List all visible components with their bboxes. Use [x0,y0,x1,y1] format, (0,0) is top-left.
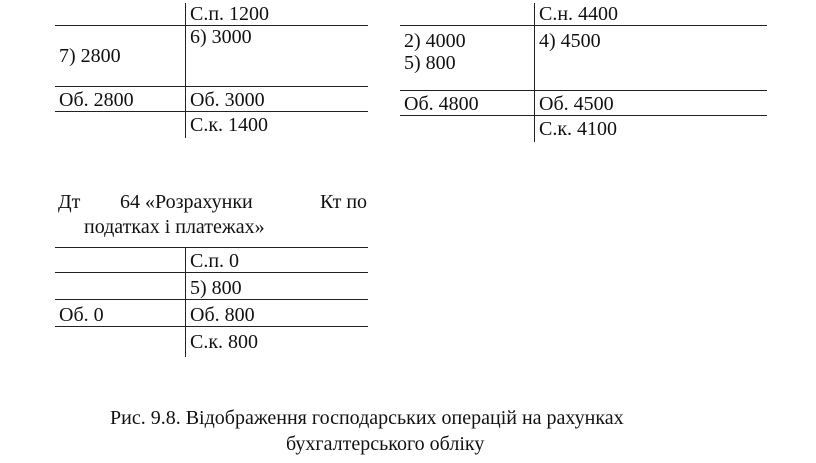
debit-cell [400,116,535,143]
account-row [55,273,368,300]
account-header-line1 [58,190,388,215]
account-row [55,112,368,139]
caption-line2: бухгалтерського обліку [286,433,485,455]
debit-turnover: Об. 2800 [55,87,186,112]
account-row [400,3,767,26]
figure-caption [110,405,790,457]
account-name-continued: податках і платежах» [84,216,265,238]
credit-cell [535,26,768,91]
closing-balance: С.к. 800 [186,327,369,358]
opening-balance: С.п. 0 [186,248,369,273]
credit-cell: С.п. 1200 [186,3,369,26]
t-account-right [400,3,767,142]
debit-entry: 7) 2800 [59,45,121,67]
debit-cell [55,3,186,26]
account-row [55,300,368,327]
debit-cell [400,3,535,26]
account-row [55,3,368,26]
account-row [55,26,368,87]
debit-cell [55,273,186,300]
credit-turnover: Об. 4500 [535,91,768,116]
credit-turnover: Об. 3000 [186,87,369,112]
credit-label: Кт по [320,191,368,213]
closing-balance: С.к. 4100 [535,116,768,143]
debit-cell [55,248,186,273]
debit-turnover: Об. 0 [55,300,186,327]
account-row [400,91,767,116]
caption-line1: Рис. 9.8. Відображення господарських операцій на рахунках [110,407,624,429]
closing-balance: С.к. 1400 [186,112,369,139]
account-name: 64 «Розрахунки [120,191,253,213]
credit-entry: 4) 4500 [539,30,601,52]
debit-label: Дт [58,191,81,213]
debit-cell [55,327,186,358]
debit-entry: 2) 4000 [404,30,466,52]
credit-entry: 5) 800 [186,273,369,300]
debit-turnover: Об. 4800 [400,91,535,116]
account-row [55,327,368,358]
debit-entry: 5) 800 [404,52,456,74]
account-row [55,248,368,273]
account-row [400,26,767,91]
account-row [400,116,767,143]
opening-balance: С.н. 4400 [535,3,768,26]
t-account-taxes [55,247,368,357]
credit-turnover: Об. 800 [186,300,369,327]
credit-cell: 6) 3000 [186,26,369,87]
account-header [58,190,388,240]
debit-cell [55,26,186,87]
debit-cell [400,26,535,91]
debit-cell [55,112,186,139]
account-row [55,87,368,112]
t-account-left [55,3,368,138]
